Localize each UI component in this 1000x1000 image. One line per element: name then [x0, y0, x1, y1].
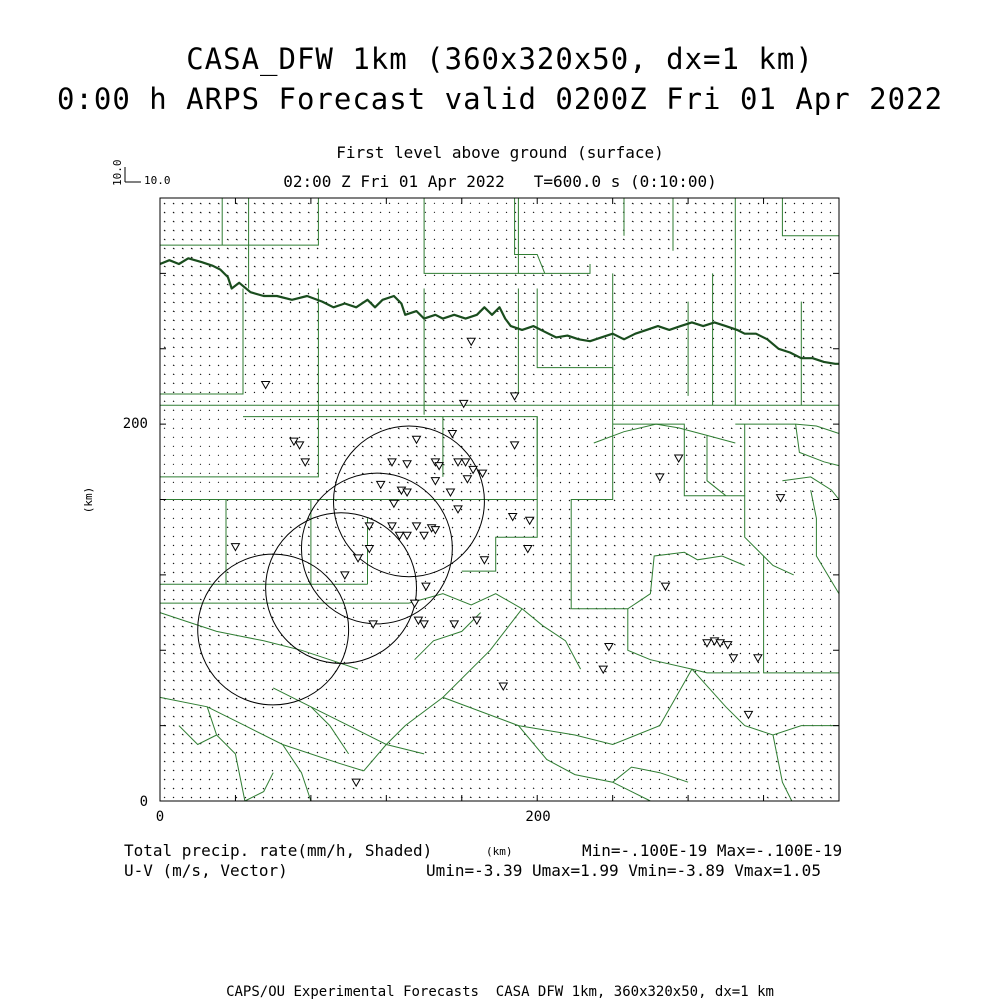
station-marker-47	[369, 621, 377, 628]
county-boundary-4	[160, 198, 318, 245]
footer-credit: CAPS/OU Experimental Forecasts CASA DFW 1km, 360x320x50, dx=1 km	[226, 984, 774, 1000]
county-boundary-34	[782, 477, 839, 500]
county-boundary-55	[773, 735, 792, 801]
station-marker-5	[296, 442, 304, 449]
river-boundary	[160, 258, 839, 364]
radar-ring-0	[198, 554, 349, 705]
county-boundary-61	[245, 773, 273, 801]
county-boundary-40	[409, 594, 522, 609]
red-river-line	[160, 258, 839, 364]
county-boundary-27	[571, 424, 613, 537]
station-marker-2	[460, 400, 468, 407]
station-marker-39	[341, 572, 349, 579]
station-marker-31	[413, 523, 421, 530]
county-boundary-6	[515, 198, 545, 273]
county-boundary-35	[811, 490, 839, 594]
station-marker-27	[526, 517, 534, 524]
station-marker-45	[450, 621, 458, 628]
county-boundary-48	[160, 697, 364, 771]
station-marker-34	[420, 532, 428, 539]
station-marker-33	[403, 532, 411, 539]
level-label: First level above ground (surface)	[336, 143, 664, 162]
county-boundary-60	[179, 726, 217, 745]
county-boundary-5	[424, 198, 518, 273]
county-boundary-31	[796, 424, 839, 466]
ref-vector-label-y: 10.0	[111, 159, 124, 186]
county-boundary-0	[160, 198, 839, 405]
county-boundaries	[160, 198, 839, 801]
station-marker-6	[301, 459, 309, 466]
y-tick-200: 200	[122, 416, 148, 432]
station-marker-3	[511, 393, 519, 400]
wind-vector-field	[164, 203, 832, 798]
county-boundary-52	[443, 697, 651, 801]
wind-vectors	[164, 203, 832, 798]
ref-vector-label-x: 10.0	[144, 174, 171, 187]
station-marker-1	[467, 338, 475, 345]
station-marker-32	[396, 532, 404, 539]
county-boundary-54	[692, 669, 839, 735]
station-marker-21	[403, 489, 411, 496]
station-marker-62	[744, 711, 752, 718]
station-marker-14	[454, 459, 462, 466]
minmax-label: Min=-.100E-19 Max=-.100E-19	[582, 841, 843, 860]
time-label: 02:00 Z Fri 01 Apr 2022 T=600.0 s (0:10:00)	[283, 172, 717, 191]
station-marker-50	[675, 455, 683, 462]
precip-legend: Total precip. rate(mm/h, Shaded)	[124, 841, 433, 860]
station-marker-57	[724, 642, 732, 649]
county-boundary-23	[160, 417, 318, 477]
y-tick-0: 0	[139, 794, 148, 810]
county-boundary-30	[735, 424, 839, 433]
station-marker-18	[463, 476, 471, 483]
station-marker-40	[480, 557, 488, 564]
county-boundary-17	[537, 289, 613, 425]
station-marker-56	[716, 640, 724, 647]
x-tick-0: 0	[155, 809, 165, 825]
station-marker-51	[777, 495, 785, 502]
station-marker-16	[469, 466, 477, 473]
station-marker-37	[365, 545, 373, 552]
station-marker-44	[420, 621, 428, 628]
station-marker-63	[352, 779, 360, 786]
county-boundary-57	[273, 688, 424, 754]
y-axis-label: (km)	[82, 486, 95, 514]
station-marker-13	[435, 463, 443, 470]
radar-ring-2	[301, 473, 452, 624]
x-axis-label: (km)	[486, 845, 513, 858]
radar-range-rings	[198, 426, 485, 705]
x-tick-200: 200	[525, 809, 551, 825]
county-boundary-29	[594, 424, 736, 443]
map-title: CASA_DFW 1km (360x320x50, dx=1 km)	[186, 42, 814, 76]
county-boundary-32	[707, 435, 726, 495]
station-marker-46	[473, 617, 481, 624]
station-marker-8	[448, 431, 456, 438]
station-marker-23	[446, 489, 454, 496]
station-marker-54	[703, 640, 711, 647]
forecast-valid-time: 0:00 h ARPS Forecast valid 0200Z Fri 01 Apr 2022	[56, 82, 944, 116]
county-boundary-13	[160, 289, 243, 395]
station-marker-30	[388, 523, 396, 530]
station-marker-53	[605, 643, 613, 650]
station-marker-38	[354, 555, 362, 562]
station-marker-59	[754, 655, 762, 662]
wind-legend: U-V (m/s, Vector)	[124, 861, 288, 880]
county-boundary-36	[160, 500, 226, 585]
station-marker-24	[390, 500, 398, 507]
county-boundary-47	[160, 613, 358, 670]
county-boundary-46	[764, 556, 839, 673]
station-marker-42	[411, 600, 419, 607]
station-marker-11	[403, 461, 411, 468]
county-boundary-58	[311, 707, 349, 754]
station-marker-41	[422, 583, 430, 590]
county-boundary-25	[443, 417, 537, 477]
uv-range-label: Umin=-3.39 Umax=1.99 Vmin=-3.89 Vmax=1.05	[426, 861, 821, 880]
station-marker-10	[388, 459, 396, 466]
county-boundary-33	[745, 496, 794, 575]
station-marker-19	[377, 481, 385, 488]
county-boundary-1	[160, 405, 537, 499]
station-marker-22	[431, 478, 439, 485]
station-marker-9	[511, 442, 519, 449]
station-marker-7	[413, 436, 421, 443]
station-marker-0	[262, 382, 270, 389]
reference-vector	[111, 160, 171, 188]
station-marker-28	[231, 544, 239, 551]
station-marker-49	[656, 474, 664, 481]
county-boundary-59	[415, 613, 481, 660]
station-marker-58	[729, 655, 737, 662]
station-marker-29	[365, 523, 373, 530]
station-marker-15	[462, 459, 470, 466]
station-marker-52	[661, 583, 669, 590]
county-boundary-7	[518, 198, 590, 273]
county-boundary-49	[207, 707, 245, 801]
station-marker-48	[524, 545, 532, 552]
